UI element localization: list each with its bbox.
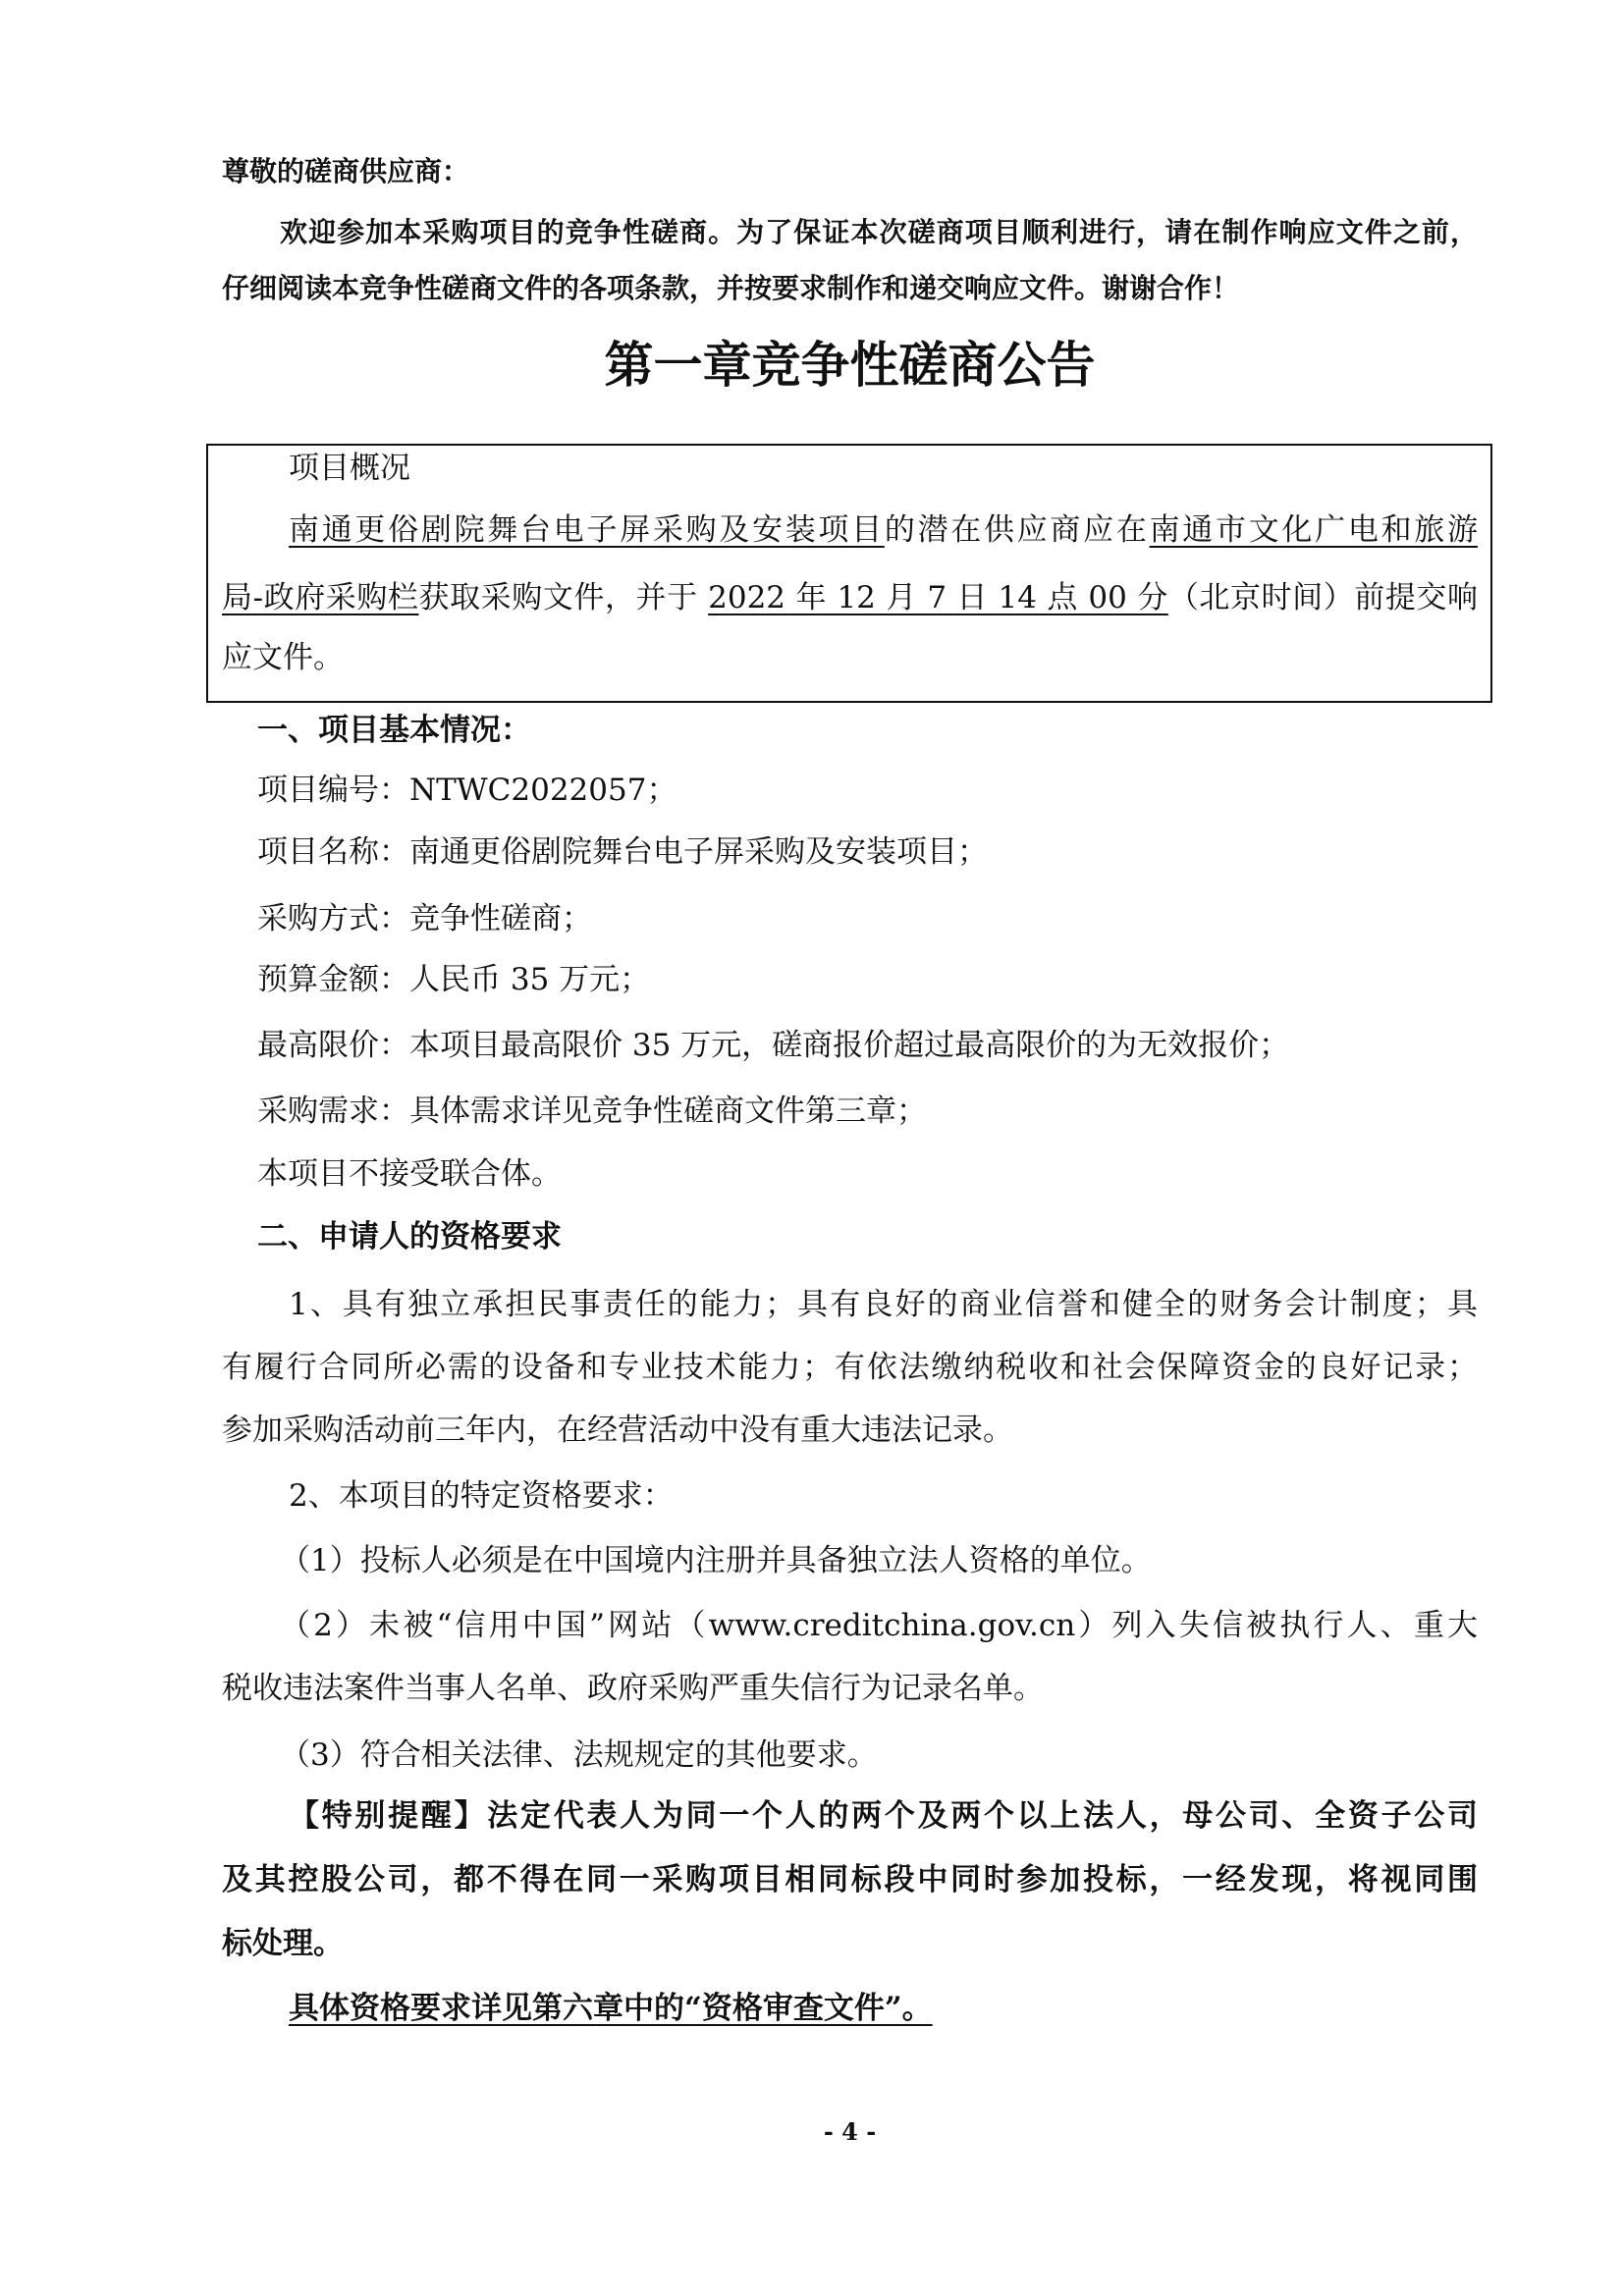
overview-line-3: 应文件。 (222, 640, 344, 675)
info-label: 采购方式： (257, 901, 409, 936)
overview-text: 的潜在供应商应在 (884, 512, 1150, 548)
qualification-reference (289, 1987, 933, 2030)
specific-qualification-heading: 2、本项目的特定资格要求： (289, 1478, 674, 1514)
info-value: NTWC2022057； (409, 773, 677, 808)
overview-heading: 项目概况 (289, 451, 410, 486)
overview-line-2 (222, 576, 1478, 619)
special-reminder-line-2: 及其控股公司，都不得在同一采购项目相同标段中同时参加投标，一经发现，将视同围 (222, 1862, 1478, 1897)
info-item-project-name (257, 830, 988, 874)
qualification-reference-text: 具体资格要求详见第六章中的“资格审查文件”。 (289, 1991, 933, 2026)
info-item-requirements (257, 1090, 927, 1133)
info-value: 本项目最高限价 35 万元，磋商报价超过最高限价的为无效报价； (409, 1028, 1290, 1063)
general-qualification-line-1: 1、具有独立承担民事责任的能力；具有良好的商业信誉和健全的财务会计制度；具 (289, 1287, 1478, 1322)
general-qualification-line-2: 有履行合同所必需的设备和专业技术能力；有依法缴纳税收和社会保障资金的良好记录； (222, 1350, 1478, 1385)
agency-name-cont: 局-政府采购栏 (222, 580, 419, 615)
submission-deadline: 2022 年 12 月 7 日 14 点 00 分 (708, 580, 1168, 615)
info-item-procurement-method (257, 897, 592, 940)
info-value: 南通更俗剧院舞台电子屏采购及安装项目； (409, 834, 988, 870)
overview-text: （北京时间）前提交响 (1167, 580, 1479, 615)
chapter-title: 第一章竞争性磋商公告 (604, 336, 1096, 394)
info-label: 预算金额： (257, 962, 409, 997)
specific-item-1: （1）投标人必须是在中国境内注册并具备独立法人资格的单位。 (280, 1543, 1152, 1578)
page-number: - 4 - (823, 2117, 877, 2146)
info-label: 采购需求： (257, 1094, 409, 1129)
info-item-max-price (257, 1024, 1289, 1067)
intro-line-2: 仔细阅读本竞争性磋商文件的各项条款，并按要求制作和递交响应文件。谢谢合作！ (222, 272, 1240, 304)
info-item-project-number (257, 769, 677, 812)
info-label: 最高限价： (257, 1028, 409, 1063)
info-value: 竞争性磋商； (409, 901, 592, 936)
specific-item-2-line-1: （2）未被“信用中国”网站（www.creditchina.gov.cn）列入失信被执行人、重大 (280, 1608, 1478, 1643)
info-label: 项目编号： (257, 773, 409, 808)
basic-info-heading: 一、项目基本情况： (257, 713, 531, 748)
info-item-budget (257, 958, 650, 1001)
greeting: 尊敬的磋商供应商： (222, 155, 470, 187)
overview-line-1 (289, 508, 1478, 552)
project-name: 南通更俗剧院舞台电子屏采购及安装项目 (289, 512, 885, 548)
specific-item-3: （3）符合相关法律、法规规定的其他要求。 (280, 1737, 878, 1773)
qualifications-heading: 二、申请人的资格要求 (257, 1219, 562, 1255)
special-reminder-line-1: 【特别提醒】法定代表人为同一个人的两个及两个以上法人，母公司、全资子公司 (289, 1798, 1478, 1834)
info-label: 项目名称： (257, 834, 409, 870)
overview-text: 获取采购文件，并于 (418, 580, 709, 615)
special-reminder-line-3: 标处理。 (222, 1926, 344, 1961)
info-value: 人民币 35 万元； (409, 962, 651, 997)
agency-name: 南通市文化广电和旅游 (1149, 512, 1479, 548)
consortium-note: 本项目不接受联合体。 (257, 1156, 562, 1192)
intro-line-1: 欢迎参加本采购项目的竞争性磋商。为了保证本次磋商项目顺利进行，请在制作响应文件之前， (280, 216, 1478, 248)
info-value: 具体需求详见竞争性磋商文件第三章； (409, 1094, 927, 1129)
general-qualification-line-3: 参加采购活动前三年内，在经营活动中没有重大违法记录。 (222, 1413, 1013, 1448)
specific-item-2-line-2: 税收违法案件当事人名单、政府采购严重失信行为记录名单。 (222, 1671, 1044, 1706)
